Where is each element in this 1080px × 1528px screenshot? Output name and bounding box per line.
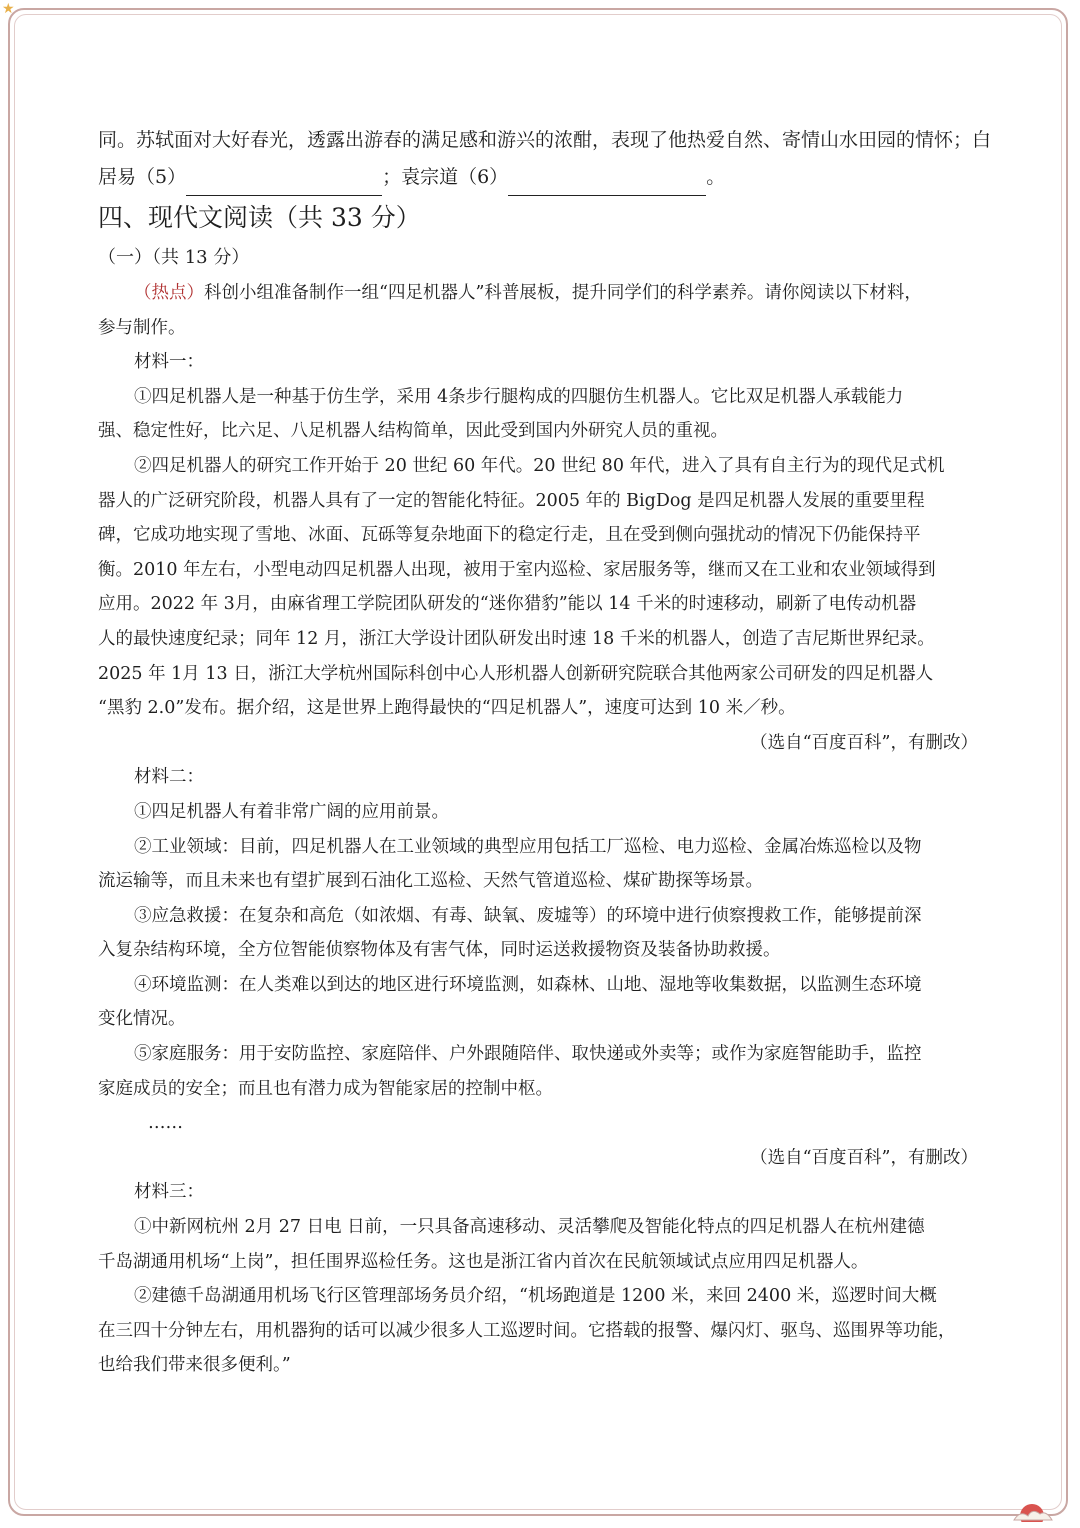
- star-icon: ★: [2, 1, 15, 17]
- material-2-source: （选自“百度百科”，有删改）: [750, 1147, 978, 1168]
- material-1-line: 应用。2022 年 3月，由麻省理工学院团队研发的“迷你猎豹”能以 14 千米的时速移动，刷新了电传动机器: [98, 594, 917, 615]
- material-3-heading: 材料三：: [134, 1182, 204, 1203]
- material-2-line: ⑤家庭服务：用于安防监控、家庭陪伴、户外跟随陪伴、取快递或外卖等；或作为家庭智能助手，监控: [134, 1044, 922, 1065]
- material-1-line: ②四足机器人的研究工作开始于 20 世纪 60 年代。20 世纪 80 年代，进入了具有自主行为的现代足式机: [134, 455, 945, 476]
- material-2-line: ④环境监测：在人类难以到达的地区进行环境监测，如森林、山地、湿地等收集数据，以监测生态环境: [134, 974, 922, 995]
- ellipsis: ……: [148, 1113, 183, 1134]
- prompt-line-2: 参与制作。: [98, 317, 186, 338]
- material-3-line: ①中新网杭州 2月 27 日电 日前，一只具备高速移动、灵活攀爬及智能化特点的四足机器人在杭州建德: [134, 1217, 925, 1238]
- material-2-line: ③应急救援：在复杂和高危（如浓烟、有毒、缺氧、废墟等）的环境中进行侦察搜救工作，能够提前深: [134, 905, 922, 926]
- material-2-line: 入复杂结构环境，全方位智能侦察物体及有害气体，同时运送救援物资及装备协助救援。: [98, 940, 781, 961]
- material-1-line: “黑豹 2.0”发布。据介绍，这是世界上跑得最快的“四足机器人”，速度可达到 10 米／秒。: [98, 698, 796, 719]
- section-subtitle: （一）（共 13 分）: [98, 247, 250, 268]
- material-2-line: ①四足机器人有着非常广阔的应用前景。: [134, 801, 449, 822]
- material-2-line: 流运输等，而且未来也有望扩展到石油化工巡检、天然气管道巡检、煤矿勘探等场景。: [98, 871, 763, 892]
- material-1-line: 人的最快速度纪录；同年 12 月，浙江大学设计团队研发出时速 18 千米的机器人，创造了吉尼斯世界纪录。: [98, 628, 935, 649]
- material-2-line: 家庭成员的安全；而且也有潜力成为智能家居的控制中枢。: [98, 1078, 553, 1099]
- blank-5-label: 居易（5）: [98, 166, 187, 188]
- material-1-source: （选自“百度百科”，有删改）: [750, 732, 978, 753]
- material-1-line: ①四足机器人是一种基于仿生学，采用 4条步行腿构成的四腿仿生机器人。它比双足机器人承载能力: [134, 386, 904, 407]
- material-3-line: ②建德千岛湖通用机场飞行区管理部场务员介绍，“机场跑道是 1200 米，来回 2400 米，巡逻时间大概: [134, 1286, 937, 1307]
- prompt-text: 科创小组准备制作一组“四足机器人”科普展板，提升同学们的科学素养。请你阅读以下材料，: [204, 283, 922, 303]
- answer-blank-6[interactable]: [508, 169, 706, 196]
- material-2-heading: 材料二：: [134, 767, 204, 788]
- material-1-line: 2025 年 1月 13 日，浙江大学杭州国际科创中心人形机器人创新研究院联合其他两家公司研发的四足机器人: [98, 663, 934, 684]
- material-1-heading: 材料一：: [134, 352, 204, 373]
- answer-blank-5[interactable]: [186, 169, 382, 196]
- intro-line-1: 同。苏轼面对大好春光，透露出游春的满足感和游兴的浓酣，表现了他热爱自然、寄情山水田园的情怀；白: [98, 129, 992, 151]
- material-1-line: 器人的广泛研究阶段，机器人具有了一定的智能化特征。2005 年的 BigDog 是四足机器人发展的重要里程: [98, 490, 925, 511]
- material-3-line: 千岛湖通用机场“上岗”，担任围界巡检任务。这也是浙江省内首次在民航领域试点应用四足机器人。: [98, 1251, 869, 1272]
- material-2-line: ②工业领域：目前，四足机器人在工业领域的典型应用包括工厂巡检、电力巡检、金属冶炼巡检以及物: [134, 836, 922, 857]
- material-3-line: 在三四十分钟左右，用机器狗的话可以减少很多人工巡逻时间。它搭载的报警、爆闪灯、驱鸟、巡围界等功能，: [98, 1320, 956, 1341]
- document-body: [98, 122, 992, 1383]
- material-3-line: 也给我们带来很多便利。”: [98, 1355, 291, 1376]
- blank-6-label: ；袁宗道（6）: [382, 166, 509, 188]
- material-2-line: 变化情况。: [98, 1009, 186, 1030]
- intro-line-2: [98, 159, 988, 196]
- intro-end-mark: 。: [706, 166, 726, 188]
- prompt-line-1: [98, 276, 988, 311]
- cloud-sun-decoration-icon: [1010, 1496, 1054, 1522]
- section-title: 四、现代文阅读（共 33 分）: [98, 203, 421, 232]
- material-1-line: 强、稳定性好，比六足、八足机器人结构简单，因此受到国内外研究人员的重视。: [98, 421, 728, 442]
- material-1-line: 衡。2010 年左右，小型电动四足机器人出现，被用于室内巡检、家居服务等，继而又在工业和农业领域得到: [98, 559, 936, 580]
- hot-tag: （热点）: [134, 283, 204, 303]
- material-1-line: 碑，它成功地实现了雪地、冰面、瓦砾等复杂地面下的稳定行走，且在受到侧向强扰动的情况下仍能保持平: [98, 525, 921, 546]
